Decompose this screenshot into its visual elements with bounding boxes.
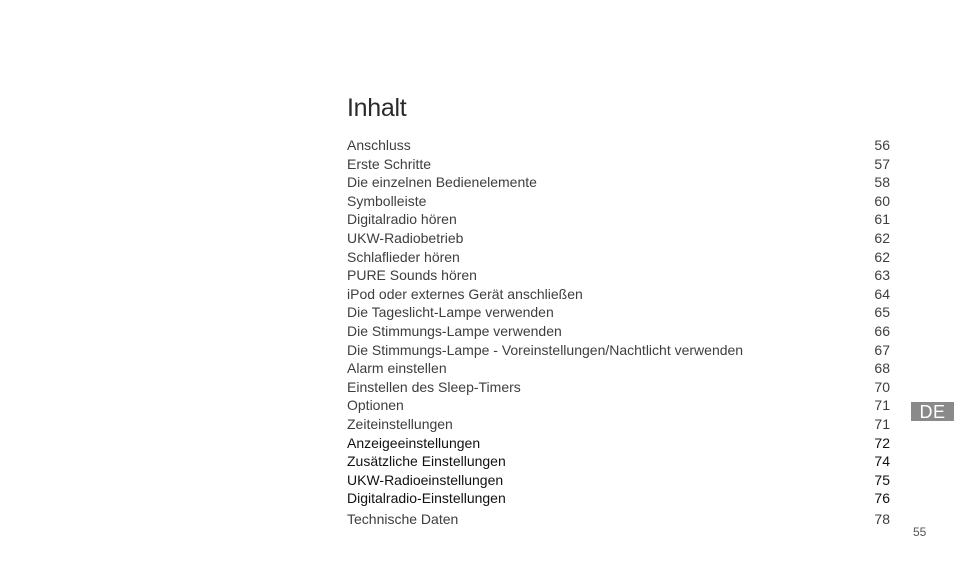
toc-entry-page: 72 <box>874 434 890 451</box>
toc-entry-schlaflieder[interactable] <box>347 248 890 267</box>
toc-entry-page: 62 <box>874 248 890 265</box>
toc-entry-label: Die einzelnen Bedienelemente <box>347 174 537 191</box>
toc-entry-erste-schritte[interactable] <box>347 155 890 174</box>
toc-entry-ipod[interactable] <box>347 285 890 304</box>
toc-entry-anzeigeeinstellungen[interactable] <box>347 434 890 453</box>
toc-entry-page: 67 <box>874 341 890 358</box>
toc-entry-page: 58 <box>874 174 890 191</box>
toc-entry-page: 75 <box>874 471 890 488</box>
toc-entry-page: 56 <box>874 137 890 153</box>
toc-entry-label: Digitalradio-Einstellungen <box>347 490 506 507</box>
toc-entry-label: Die Stimmungs-Lampe - Voreinstellungen/Nachtlicht verwenden <box>347 341 744 358</box>
toc-entry-page: 68 <box>874 360 890 377</box>
toc-entry-label: PURE Sounds hören <box>347 267 477 284</box>
toc-entry-page: 62 <box>874 229 890 246</box>
toc-entry-page: 61 <box>874 211 890 228</box>
toc-entry-label: UKW-Radiobetrieb <box>347 229 464 246</box>
table-of-contents <box>347 136 890 528</box>
toc-entry-label: Anzeigeeinstellungen <box>347 434 481 451</box>
toc-entry-stimmungs-lampe-voreinstellungen[interactable] <box>347 341 890 360</box>
toc-entry-symbolleiste[interactable] <box>347 192 890 211</box>
page-title: Inhalt <box>347 94 407 122</box>
page-number: 55 <box>913 525 927 539</box>
language-badge: DE <box>911 402 954 421</box>
toc-entry-ukw-radiobetrieb[interactable] <box>347 229 890 248</box>
toc-entry-label: UKW-Radioeinstellungen <box>347 471 504 488</box>
toc-entry-page: 78 <box>874 510 890 527</box>
toc-entry-page: 66 <box>874 322 890 339</box>
toc-entry-tageslicht-lampe[interactable] <box>347 303 890 322</box>
toc-entry-label: Einstellen des Sleep-Timers <box>347 378 521 395</box>
toc-entry-label: Digitalradio hören <box>347 211 457 228</box>
toc-entry-label: Technische Daten <box>347 510 459 527</box>
toc-entry-label: Schlaflieder hören <box>347 248 460 265</box>
toc-entry-technische-daten[interactable] <box>347 510 890 529</box>
toc-entry-page: 70 <box>874 378 890 395</box>
toc-entry-pure-sounds[interactable] <box>347 266 890 285</box>
toc-entry-page: 57 <box>874 155 890 172</box>
toc-entry-page: 60 <box>874 192 890 209</box>
toc-entry-label: Anschluss <box>347 137 411 153</box>
toc-entry-anschluss[interactable] <box>347 136 890 155</box>
toc-entry-page: 64 <box>874 285 890 302</box>
toc-entry-stimmungs-lampe[interactable] <box>347 322 890 341</box>
toc-entry-digitalradio-hoeren[interactable] <box>347 210 890 229</box>
toc-entry-page: 63 <box>874 267 890 284</box>
toc-entry-optionen[interactable] <box>347 396 890 415</box>
toc-entry-digitalradio-einstellungen[interactable] <box>347 489 890 508</box>
toc-entry-label: Erste Schritte <box>347 155 432 172</box>
toc-entry-label: Zeiteinstellungen <box>347 415 453 432</box>
toc-entry-zeiteinstellungen[interactable] <box>347 415 890 434</box>
toc-entry-label: Die Stimmungs-Lampe verwenden <box>347 322 562 339</box>
toc-entry-label: Die Tageslicht-Lampe verwenden <box>347 304 554 321</box>
toc-entry-label: Zusätzliche Einstellungen <box>347 453 506 470</box>
toc-entry-label: Alarm einstellen <box>347 360 447 377</box>
toc-entry-page: 74 <box>874 453 890 470</box>
toc-entry-label: Symbolleiste <box>347 192 427 209</box>
toc-entry-page: 65 <box>874 304 890 321</box>
toc-entry-label: iPod oder externes Gerät anschließen <box>347 285 583 302</box>
toc-entry-bedienelemente[interactable] <box>347 173 890 192</box>
toc-entry-page: 76 <box>874 490 890 507</box>
toc-entry-page: 71 <box>874 415 890 432</box>
toc-entry-zusaetzliche-einstellungen[interactable] <box>347 452 890 471</box>
toc-entry-sleep-timer[interactable] <box>347 378 890 397</box>
toc-entry-ukw-radioeinstellungen[interactable] <box>347 471 890 490</box>
toc-entry-label: Optionen <box>347 397 404 414</box>
toc-entry-alarm[interactable] <box>347 359 890 378</box>
toc-entry-page: 71 <box>874 397 890 414</box>
